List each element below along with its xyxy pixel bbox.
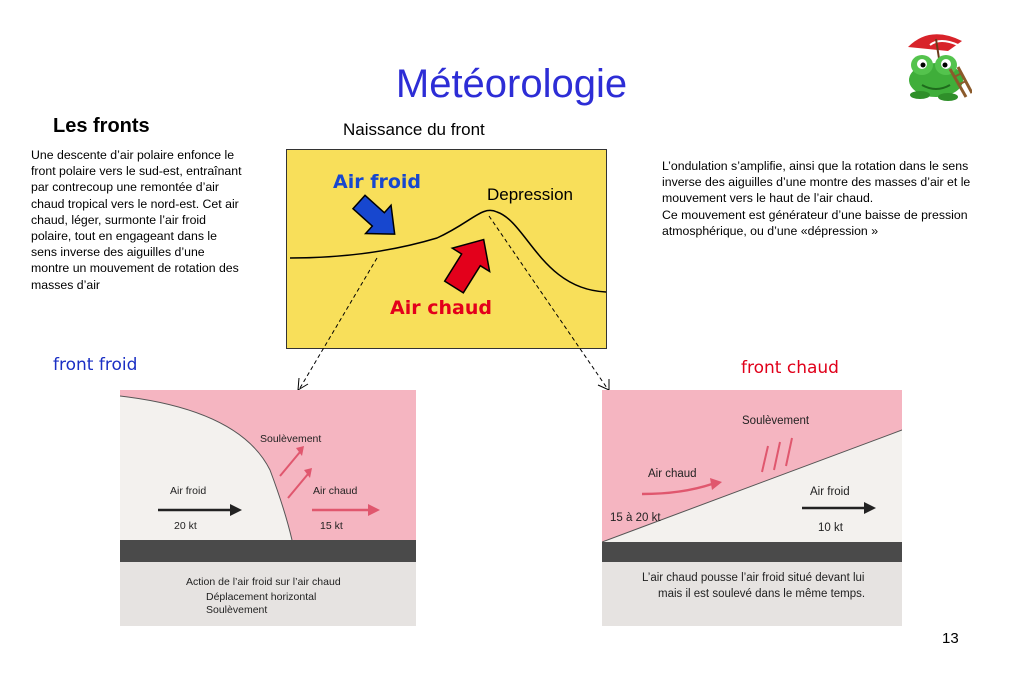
front-chaud-label: front chaud [741, 358, 839, 378]
right-description-line1: L’ondulation s’amplifie, ainsi que la rotation dans le sens inverse des aiguilles d’une montre des masses d’air et le mouvement vers le haut de l’air chaud. [662, 159, 971, 206]
left-air-chaud-label: Air chaud [313, 485, 358, 497]
cold-front-illustration [120, 390, 416, 626]
page-number: 13 [942, 630, 959, 647]
warm-front-illustration [602, 390, 902, 626]
right-air-chaud-speed: 15 à 20 kt [610, 512, 661, 524]
right-caption-line2: mais il est soulevé dans le même temps. [658, 588, 866, 600]
left-air-froid-label: Air froid [170, 485, 207, 497]
air-froid-label: Air froid [333, 171, 422, 193]
left-caption-line3: Soulèvement [206, 604, 268, 616]
air-chaud-label: Air chaud [390, 297, 492, 319]
right-caption-line1: L’air chaud pousse l’air froid situé devant lui [642, 572, 865, 584]
section-heading: Les fronts [53, 115, 150, 137]
right-description-line2: Ce mouvement est générateur d’une baisse de pression atmosphérique, ou d’une «dépression » [662, 207, 968, 238]
diagram-caption: Naissance du front [343, 120, 485, 139]
left-caption-line2: Déplacement horizontal [206, 591, 317, 603]
depression-label: Depression [487, 185, 573, 204]
front-froid-label: front froid [53, 355, 138, 375]
right-air-froid-speed: 10 kt [818, 522, 843, 534]
right-air-froid-label: Air froid [810, 486, 850, 498]
slide-title: Météorologie [395, 62, 628, 106]
left-air-froid-speed: 20 kt [174, 520, 197, 532]
right-air-chaud-label: Air chaud [648, 468, 697, 480]
right-soulevement-label: Soulèvement [742, 415, 810, 427]
left-soulevement-label: Soulèvement [260, 433, 322, 445]
left-caption-line1: Action de l’air froid sur l’air chaud [186, 576, 341, 588]
left-description: Une descente d’air polaire enfonce le front polaire vers le sud-est, entraînant par contrecoup une remontée d’air chaud tropical vers le nord-est. Cet air chaud, léger, surmonte l’air froid polaire, tout en engageant dans le sens inverse des aiguilles d’une montre un mouvement de rotation des masses d’air [31, 148, 242, 292]
left-air-chaud-speed: 15 kt [320, 520, 343, 532]
